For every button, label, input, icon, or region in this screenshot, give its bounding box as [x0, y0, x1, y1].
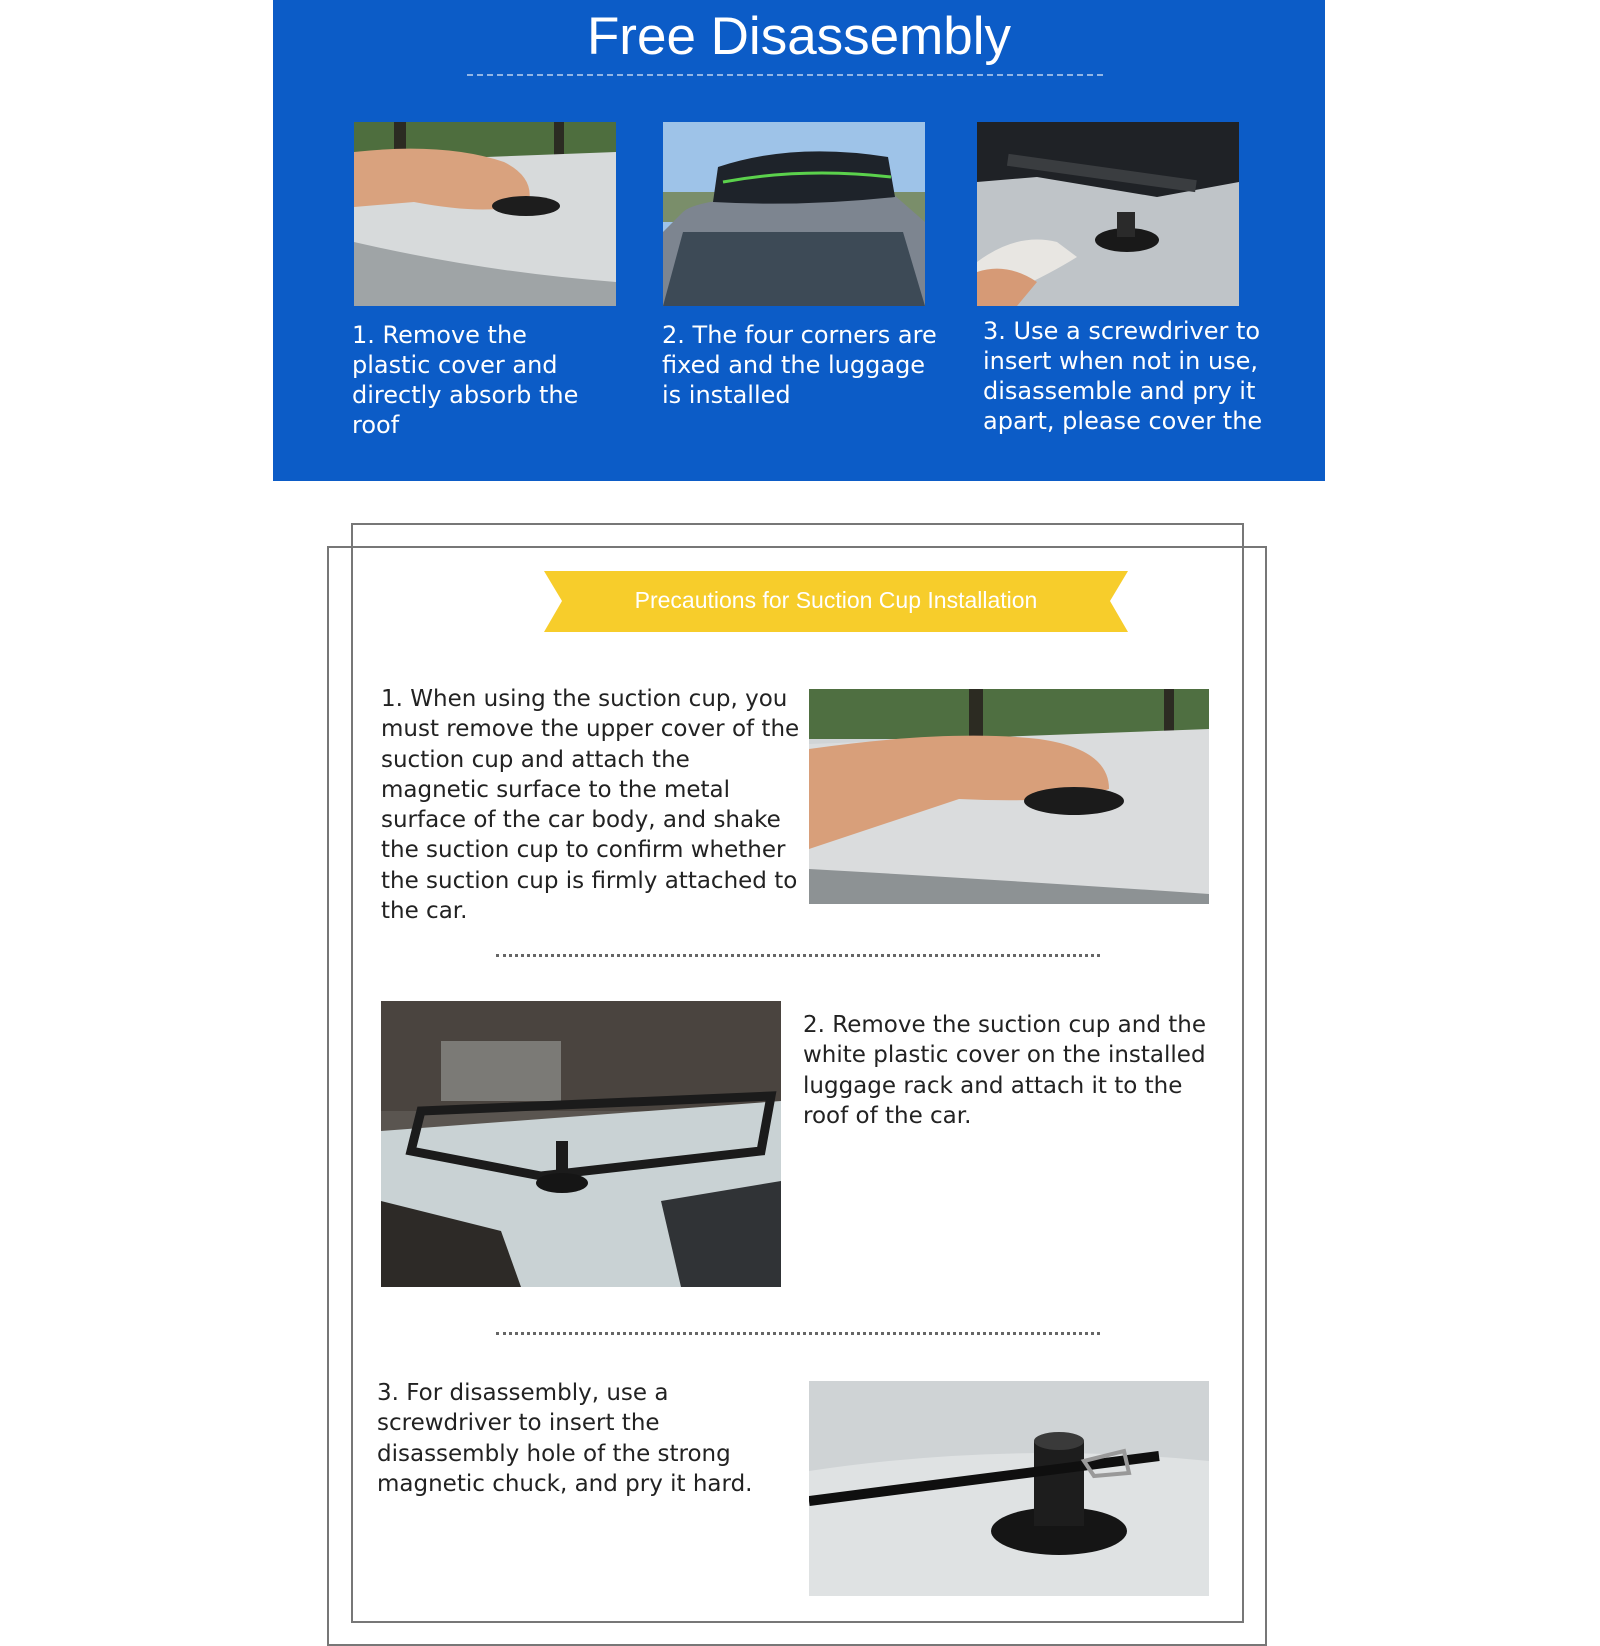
step-1-text: 1. Remove the plastic cover and directly absorb the roof — [352, 321, 579, 439]
precaution-3-text: 3. For disassembly, use a screwdriver to insert the disassembly hole of the strong magnetic chuck, and pry it hard. — [377, 1380, 753, 1497]
precautions-title: Precautions for Suction Cup Installation — [634, 587, 1038, 613]
step-2-text: 2. The four corners are fixed and the luggage is installed — [662, 321, 937, 409]
step-3-text: 3. Use a screwdriver to insert when not in use, disassemble and pry it apart, please cover the — [983, 317, 1263, 435]
step-1-photo — [354, 122, 616, 306]
precautions-ribbon — [544, 571, 1128, 632]
precaution-2-photo — [381, 1001, 781, 1287]
precaution-1-photo — [809, 689, 1209, 904]
precaution-3-photo — [809, 1381, 1209, 1596]
step-3-photo — [977, 122, 1239, 306]
banner-title: Free Disassembly — [586, 7, 1012, 66]
divider-1 — [496, 954, 1100, 957]
precaution-1-text: 1. When using the suction cup, you must remove the upper cover of the suction cup and attach the magnetic surface to the metal surface of the car body, and shake the suction cup to confirm whether the suction cup is firmly attached to the car. — [381, 686, 800, 925]
divider-2 — [496, 1332, 1100, 1335]
free-disassembly-banner — [273, 0, 1325, 481]
step-2-photo — [663, 122, 925, 306]
precaution-2-text: 2. Remove the suction cup and the white plastic cover on the installed luggage rack and attach it to the roof of the car. — [803, 1012, 1206, 1129]
banner-divider — [467, 74, 1103, 76]
